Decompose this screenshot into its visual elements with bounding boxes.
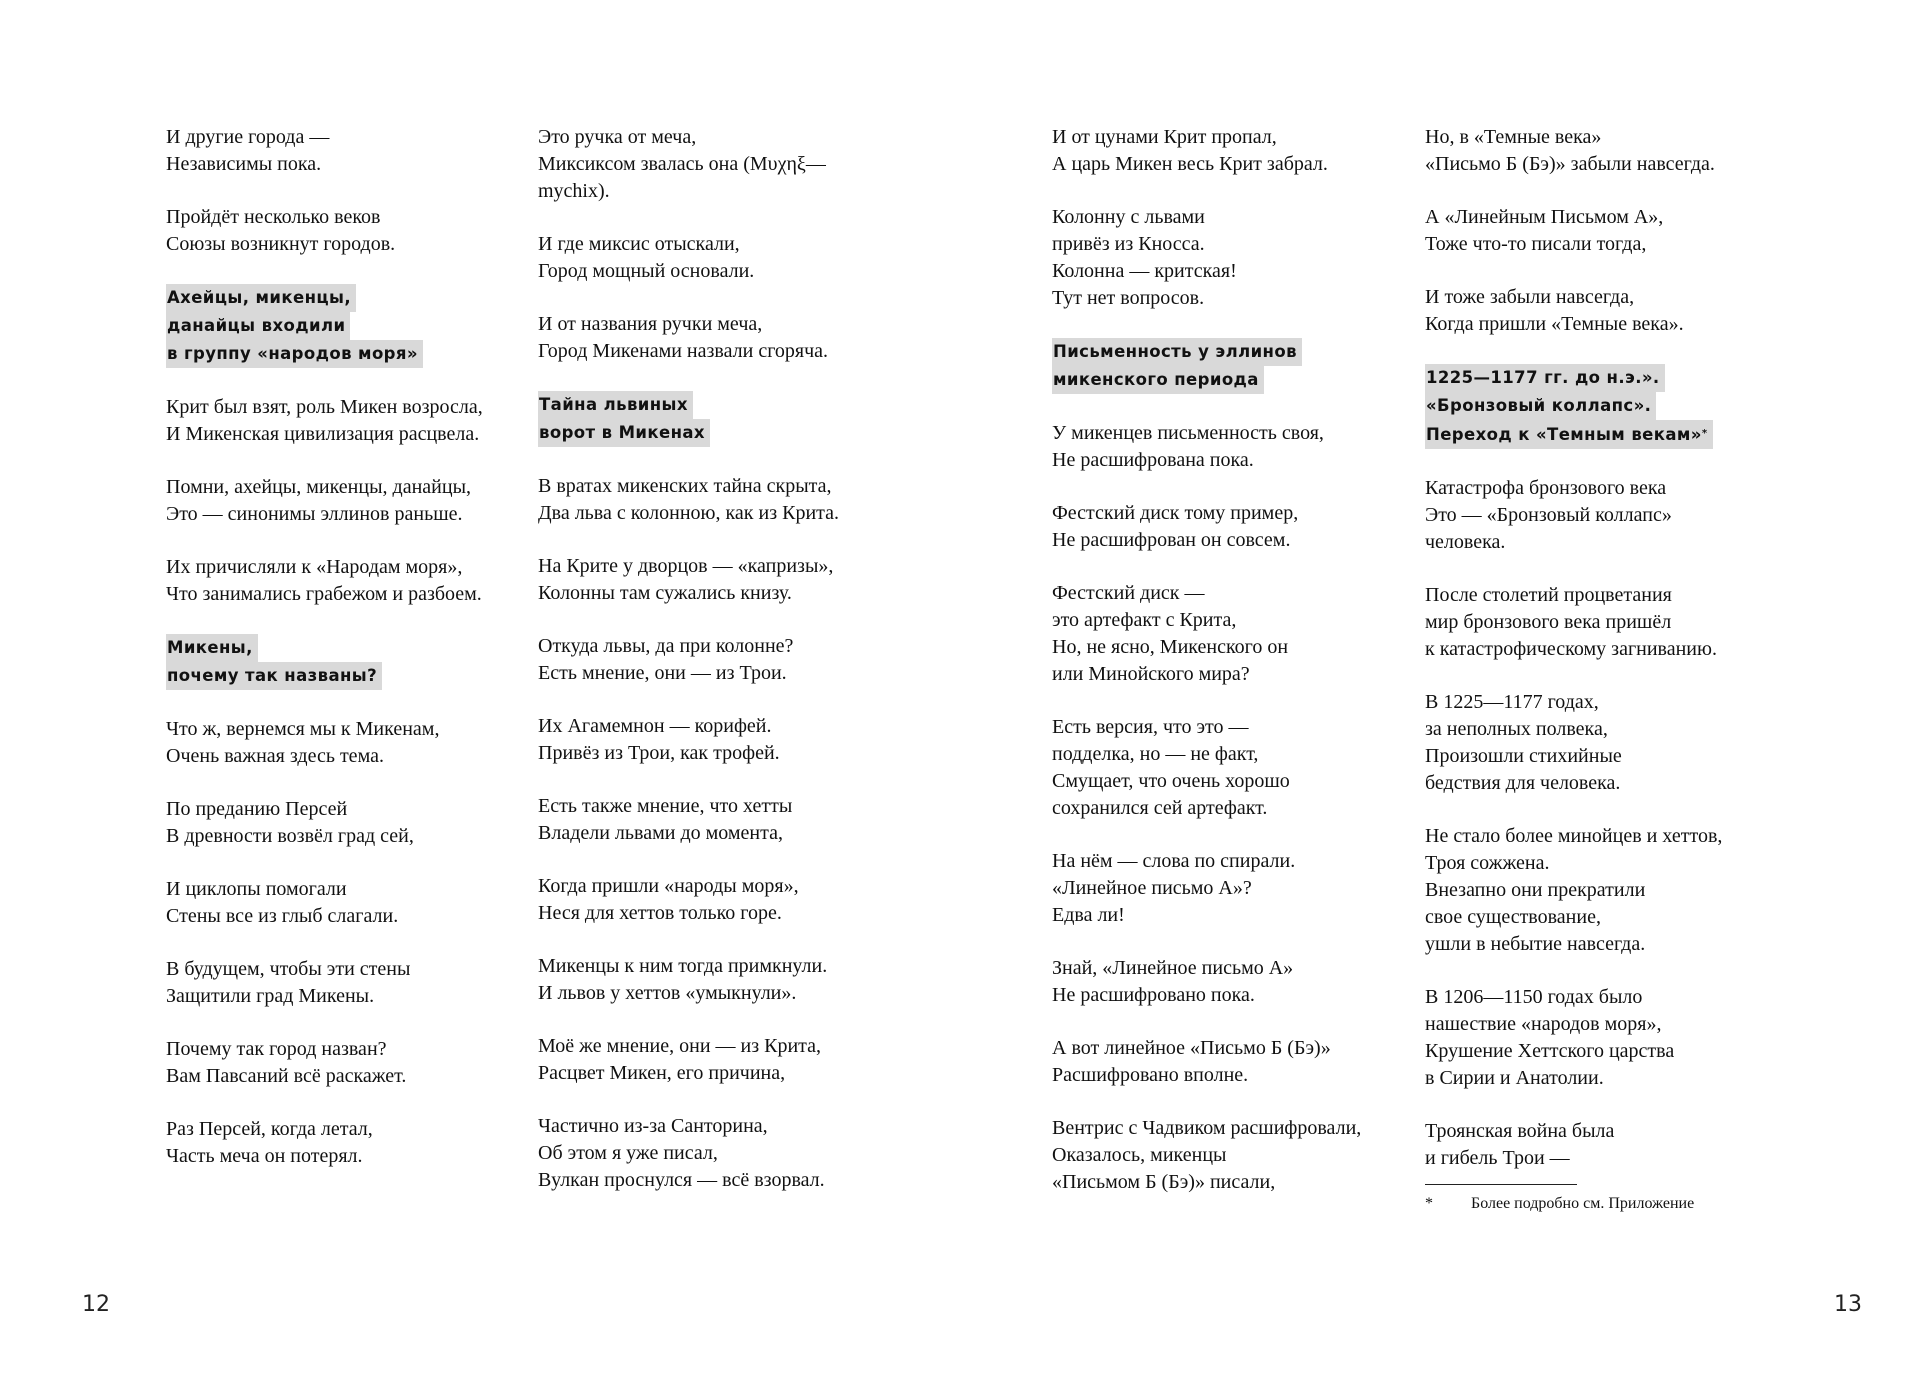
verse-text: Не расшифрована пока. [1052,449,1254,471]
verse-text: Город мощный основали. [538,260,755,282]
column-3 [1052,124,1424,1222]
column-1 [166,124,538,1196]
verse-text: Троя сожжена. [1425,852,1550,874]
heading-text: почему так названы? [167,666,378,685]
verse-line [538,873,910,900]
stanza [1052,500,1424,554]
heading-line [1052,338,1302,366]
page-number-right: 13 [1834,1292,1862,1317]
verse-text: Вентрис с Чадвиком расшифровали, [1052,1117,1362,1139]
verse-text: Колонна — критская! [1052,260,1237,282]
verse-text: Неся для хеттов только горе. [538,902,782,924]
stanza [1052,848,1424,929]
verse-line [1425,284,1797,311]
heading-line [1425,364,1665,392]
verse-text: Колонны там сужались книзу. [538,582,792,604]
verse-text: Пройдёт несколько веков [166,206,381,228]
verse-text: Есть версия, что это — [1052,716,1249,738]
verse-text: На Крите у дворцов — «капризы», [538,555,834,577]
verse-line [1425,1038,1797,1065]
verse-text: Это ручка от меча, [538,126,697,148]
verse-text: А царь Микен весь Крит забрал. [1052,153,1328,175]
verse-line [1425,770,1797,797]
verse-line [538,980,910,1007]
verse-line [1052,447,1424,474]
stanza [166,1036,538,1090]
verse-text: «Письмо Б (Бэ)» забыли навсегда. [1425,153,1715,175]
verse-text: И Микенская цивилизация расцвела. [166,423,480,445]
stanza [166,124,538,178]
stanza [1425,689,1797,797]
verse-line [538,633,910,660]
verse-text: А вот линейное «Письмо Б (Бэ)» [1052,1037,1331,1059]
stanza [1052,1115,1424,1196]
verse-line [538,1113,910,1140]
stanza [538,1113,910,1194]
heading-text: Микены, [167,638,253,657]
verse-line [166,554,538,581]
verse-text: Фестский диск — [1052,582,1205,604]
stanza [538,873,910,927]
verse-text: за неполных полвека, [1425,718,1608,740]
verse-line [1425,931,1797,958]
stanza [538,553,910,607]
verse-line [538,793,910,820]
verse-line [1052,875,1424,902]
verse-line [1425,231,1797,258]
verse-text: Троянская война была [1425,1120,1615,1142]
verse-text: «Письмом Б (Бэ)» писали, [1052,1171,1276,1193]
verse-text: к катастрофическому загниванию. [1425,638,1717,660]
stanza [166,796,538,850]
verse-text: бедствия для человека. [1425,772,1621,794]
verse-text: или Минойского мира? [1052,663,1250,685]
stanza [1052,204,1424,312]
section-heading [1425,364,1797,449]
stanza [1052,420,1424,474]
verse-text: Вулкан проснулся — всё взорвал. [538,1169,825,1191]
verse-line [1425,984,1797,1011]
verse-text: Крит был взят, роль Микен возросла, [166,396,483,418]
verse-text: И от цунами Крит пропал, [1052,126,1277,148]
verse-text: И тоже забыли навсегда, [1425,286,1635,308]
verse-text: Что занимались грабежом и разбоем. [166,583,482,605]
verse-line [166,903,538,930]
verse-line [1425,823,1797,850]
verse-line [166,421,538,448]
verse-line [1052,1169,1424,1196]
verse-line [166,1143,538,1170]
verse-line [1052,580,1424,607]
verse-line [1425,689,1797,716]
verse-text: В 1206—1150 годах было [1425,986,1643,1008]
verse-line [1052,795,1424,822]
verse-line [1052,955,1424,982]
verse-line [166,204,538,231]
verse-line [1052,500,1424,527]
verse-text: В вратах микенских тайна скрыта, [538,475,832,497]
verse-text: Привёз из Трои, как трофей. [538,742,780,764]
verse-text: Это — «Бронзовый коллапс» [1425,504,1672,526]
verse-text: Владели львами до момента, [538,822,783,844]
footnote-ref: * [1701,428,1708,439]
verse-line [166,501,538,528]
verse-text: сохранился сей артефакт. [1052,797,1268,819]
verse-text: И где миксис отыскали, [538,233,740,255]
verse-line [538,820,910,847]
stanza [166,1116,538,1170]
stanza [538,953,910,1007]
verse-text: Союзы возникнут городов. [166,233,396,255]
verse-line [1425,904,1797,931]
stanza [1425,475,1797,556]
verse-text: «Линейное письмо А»? [1052,877,1252,899]
verse-line [1425,475,1797,502]
verse-line [538,553,910,580]
stanza [166,956,538,1010]
verse-line [538,1033,910,1060]
section-heading [538,391,910,447]
verse-line [1052,982,1424,1009]
verse-line [538,660,910,687]
section-heading [166,284,538,368]
stanza [538,311,910,365]
heading-line [166,312,350,340]
verse-text: Смущает, что очень хорошо [1052,770,1290,792]
heading-line [166,284,356,312]
heading-text: данайцы входили [167,316,346,335]
verse-line [1425,529,1797,556]
verse-text: Расшифровано вполне. [1052,1064,1249,1086]
verse-line [166,1036,538,1063]
verse-text: Два льва с колонною, как из Крита. [538,502,840,524]
verse-line [1052,124,1424,151]
stanza [1425,284,1797,338]
verse-text: нашествие «народов моря», [1425,1013,1662,1035]
verse-line [538,1060,910,1087]
verse-text: Часть меча он потерял. [166,1145,363,1167]
verse-text: Знай, «Линейное письмо А» [1052,957,1294,979]
verse-text: В будущем, чтобы эти стены [166,958,411,980]
verse-line [1052,714,1424,741]
stanza [1425,984,1797,1092]
stanza [538,713,910,767]
verse-line [1052,527,1424,554]
verse-text: Расцвет Микен, его причина, [538,1062,786,1084]
verse-line [1425,609,1797,636]
verse-line [1052,258,1424,285]
verse-line [166,876,538,903]
verse-text: Есть мнение, они — из Трои. [538,662,787,684]
verse-line [166,151,538,178]
verse-text: Тоже что-то писали тогда, [1425,233,1647,255]
verse-line [1425,850,1797,877]
stanza [166,394,538,448]
heading-text: 1225—1177 гг. до н.э.». [1426,368,1660,387]
stanza [538,793,910,847]
column-2 [538,124,910,1220]
verse-text: привёз из Кносса. [1052,233,1205,255]
verse-line [166,796,538,823]
footnote-mark: * [1425,1195,1433,1212]
verse-line [538,151,910,178]
verse-text: Не расшифровано пока. [1052,984,1255,1006]
verse-text: Оказалось, микенцы [1052,1144,1227,1166]
verse-line [538,124,910,151]
verse-text: В 1225—1177 годах, [1425,691,1599,713]
verse-text: Их Агамемнон — корифей. [538,715,772,737]
verse-line [1052,204,1424,231]
stanza [1425,124,1797,178]
verse-line [1052,420,1424,447]
verse-text: Миксиксом звалась она (Μυχηξ— [538,153,826,175]
verse-text: Внезапно они прекратили [1425,879,1646,901]
verse-text: Крушение Хеттского царства [1425,1040,1675,1062]
verse-line [1425,151,1797,178]
verse-line [1425,636,1797,663]
verse-text: В древности возвёл град сей, [166,825,414,847]
column-4 [1425,124,1797,1215]
verse-line [1425,582,1797,609]
verse-text: Об этом я уже писал, [538,1142,718,1164]
heading-line [538,419,710,447]
verse-text: Защитили град Микены. [166,985,375,1007]
verse-line [538,338,910,365]
verse-text: Помни, ахейцы, микенцы, данайцы, [166,476,471,498]
verse-text: А «Линейным Письмом А», [1425,206,1664,228]
verse-text: Но, не ясно, Микенского он [1052,636,1289,658]
verse-line [538,740,910,767]
verse-line [1052,848,1424,875]
verse-line [166,823,538,850]
footnote-text: Более подробно см. Приложение [1471,1195,1695,1212]
stanza [1425,582,1797,663]
verse-line [166,124,538,151]
verse-line [1425,502,1797,529]
verse-line [166,743,538,770]
stanza [1052,124,1424,178]
verse-line [1052,768,1424,795]
verse-text: Независимы пока. [166,153,322,175]
verse-text: mychix). [538,180,610,202]
stanza [1052,1035,1424,1089]
verse-text: Частично из-за Санторина, [538,1115,768,1137]
verse-text: Едва ли! [1052,904,1125,926]
verse-line [538,953,910,980]
verse-line [538,1140,910,1167]
stanza [166,554,538,608]
verse-text: Раз Персей, когда летал, [166,1118,373,1140]
verse-line [166,1063,538,1090]
verse-text: И другие города — [166,126,330,148]
verse-text: Тут нет вопросов. [1052,287,1205,309]
verse-text: подделка, но — не факт, [1052,743,1259,765]
verse-text: ушли в небытие навсегда. [1425,933,1646,955]
verse-text: Стены все из глыб слагали. [166,905,399,927]
heading-text: Переход к «Темным векам» [1426,425,1702,444]
verse-line [538,900,910,927]
verse-line [1052,607,1424,634]
verse-text: Не стало более минойцев и хеттов, [1425,825,1723,847]
stanza [166,716,538,770]
stanza [538,231,910,285]
verse-text: Почему так город назван? [166,1038,387,1060]
verse-line [1425,1118,1797,1145]
heading-line [538,391,693,419]
verse-text: Произошли стихийные [1425,745,1622,767]
verse-line [538,311,910,338]
verse-line [1425,716,1797,743]
verse-text: Микенцы к ним тогда примкнули. [538,955,828,977]
heading-text: Тайна львиных [539,395,688,414]
verse-text: Не расшифрован он совсем. [1052,529,1291,551]
verse-line [1052,151,1424,178]
verse-line [538,473,910,500]
verse-line [1052,661,1424,688]
verse-line [1052,902,1424,929]
stanza [1052,714,1424,822]
stanza [538,473,910,527]
heading-text: «Бронзовый коллапс». [1426,396,1652,415]
verse-text: Это — синонимы эллинов раньше. [166,503,463,525]
heading-line [166,634,258,662]
verse-text: свое существование, [1425,906,1601,928]
verse-text: Когда пришли «народы моря», [538,875,799,897]
verse-line [166,956,538,983]
heading-text: Ахейцы, микенцы, [167,288,351,307]
verse-text: Фестский диск тому пример, [1052,502,1299,524]
verse-line [538,231,910,258]
verse-text: На нём — слова по спирали. [1052,850,1296,872]
verse-text: мир бронзового века пришёл [1425,611,1672,633]
verse-line [538,1167,910,1194]
verse-line [1052,1062,1424,1089]
column-4-body [1425,124,1797,1172]
heading-line [166,662,382,690]
verse-line [538,500,910,527]
verse-line [538,178,910,205]
verse-text: По преданию Персей [166,798,348,820]
verse-line [166,581,538,608]
verse-line [1425,1011,1797,1038]
heading-line [1425,420,1713,449]
verse-line [1052,634,1424,661]
verse-text: Катастрофа бронзового века [1425,477,1667,499]
stanza [166,876,538,930]
verse-text: человека. [1425,531,1506,553]
verse-text: и гибель Трои — [1425,1147,1570,1169]
verse-line [538,258,910,285]
verse-line [538,713,910,740]
verse-text: И циклопы помогали [166,878,347,900]
verse-text: Что ж, вернемся мы к Микенам, [166,718,440,740]
stanza [166,474,538,528]
verse-line [538,580,910,607]
verse-line [1052,231,1424,258]
verse-line [166,716,538,743]
verse-line [1052,285,1424,312]
verse-text: Откуда львы, да при колонне? [538,635,794,657]
verse-text: Город Микенами назвали сгоряча. [538,340,829,362]
verse-line [166,394,538,421]
verse-text: Но, в «Темные века» [1425,126,1602,148]
verse-text: Их причисляли к «Народам моря», [166,556,463,578]
heading-text: в группу «народов моря» [167,344,418,363]
verse-text: это артефакт с Крита, [1052,609,1237,631]
verse-line [1052,741,1424,768]
heading-text: микенского периода [1053,370,1259,389]
stanza [538,1033,910,1087]
verse-line [166,231,538,258]
verse-line [1425,877,1797,904]
verse-text: Очень важная здесь тема. [166,745,384,767]
verse-line [1425,124,1797,151]
stanza [1052,955,1424,1009]
verse-line [166,474,538,501]
verse-text: Моё же мнение, они — из Крита, [538,1035,822,1057]
stanza [538,633,910,687]
verse-text: Есть также мнение, что хетты [538,795,793,817]
verse-text: Колонну с львами [1052,206,1205,228]
verse-line [1425,1065,1797,1092]
verse-line [1425,311,1797,338]
heading-line [1052,366,1264,394]
heading-text: ворот в Микенах [539,423,705,442]
verse-text: У микенцев письменность своя, [1052,422,1324,444]
verse-line [1052,1142,1424,1169]
stanza [1425,823,1797,958]
stanza [1425,1118,1797,1172]
verse-line [1425,1145,1797,1172]
verse-text: После столетий процветания [1425,584,1672,606]
page-number-left: 12 [82,1292,110,1317]
verse-line [1425,743,1797,770]
footnote [1425,1193,1797,1215]
heading-text: Письменность у эллинов [1053,342,1297,361]
verse-line [166,983,538,1010]
stanza [166,204,538,258]
heading-line [1425,392,1656,420]
section-heading [1052,338,1424,394]
verse-line [1052,1035,1424,1062]
verse-text: в Сирии и Анатолии. [1425,1067,1604,1089]
verse-text: И от названия ручки меча, [538,313,763,335]
verse-text: И львов у хеттов «умыкнули». [538,982,797,1004]
stanza [1052,580,1424,688]
verse-line [166,1116,538,1143]
verse-line [1425,204,1797,231]
verse-text: Вам Павсаний всё раскажет. [166,1065,407,1087]
verse-line [1052,1115,1424,1142]
verse-text: Когда пришли «Темные века». [1425,313,1684,335]
footnote-rule [1425,1184,1577,1185]
stanza [538,124,910,205]
stanza [1425,204,1797,258]
heading-line [166,340,423,368]
section-heading [166,634,538,690]
